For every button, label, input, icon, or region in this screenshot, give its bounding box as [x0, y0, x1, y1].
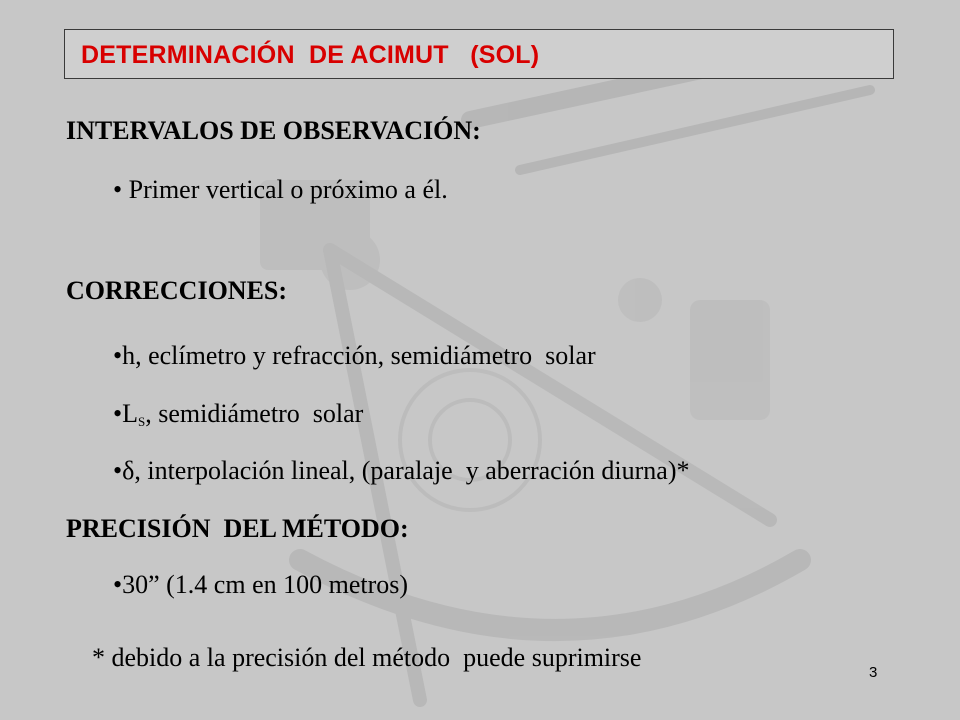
- corrections-item-h: •h, eclímetro y refracción, semidiámetro solar: [113, 341, 596, 370]
- footnote: * debido a la precisión del método puede suprimirse: [92, 643, 642, 672]
- corrections-item-delta: •δ, interpolación lineal, (paralaje y aberración diurna)*: [113, 456, 690, 485]
- corrections-heading: CORRECCIONES:: [66, 276, 288, 305]
- precision-heading: PRECISIÓN DEL MÉTODO:: [66, 514, 409, 543]
- corrections-item-ls: [113, 399, 363, 430]
- corrections-item-ls-subscript: S: [137, 414, 146, 429]
- corrections-item-ls-suffix: , semidiámetro solar: [145, 399, 364, 428]
- slide-title-box: [64, 29, 894, 79]
- intervals-heading: INTERVALOS DE OBSERVACIÓN:: [66, 116, 481, 145]
- intervals-item: • Primer vertical o próximo a él.: [113, 175, 448, 204]
- precision-item: •30” (1.4 cm en 100 metros): [113, 570, 409, 599]
- page-number: 3: [869, 664, 878, 681]
- corrections-item-ls-prefix: •L: [113, 399, 138, 428]
- slide-title: DETERMINACIÓN DE ACIMUT (SOL): [81, 41, 540, 69]
